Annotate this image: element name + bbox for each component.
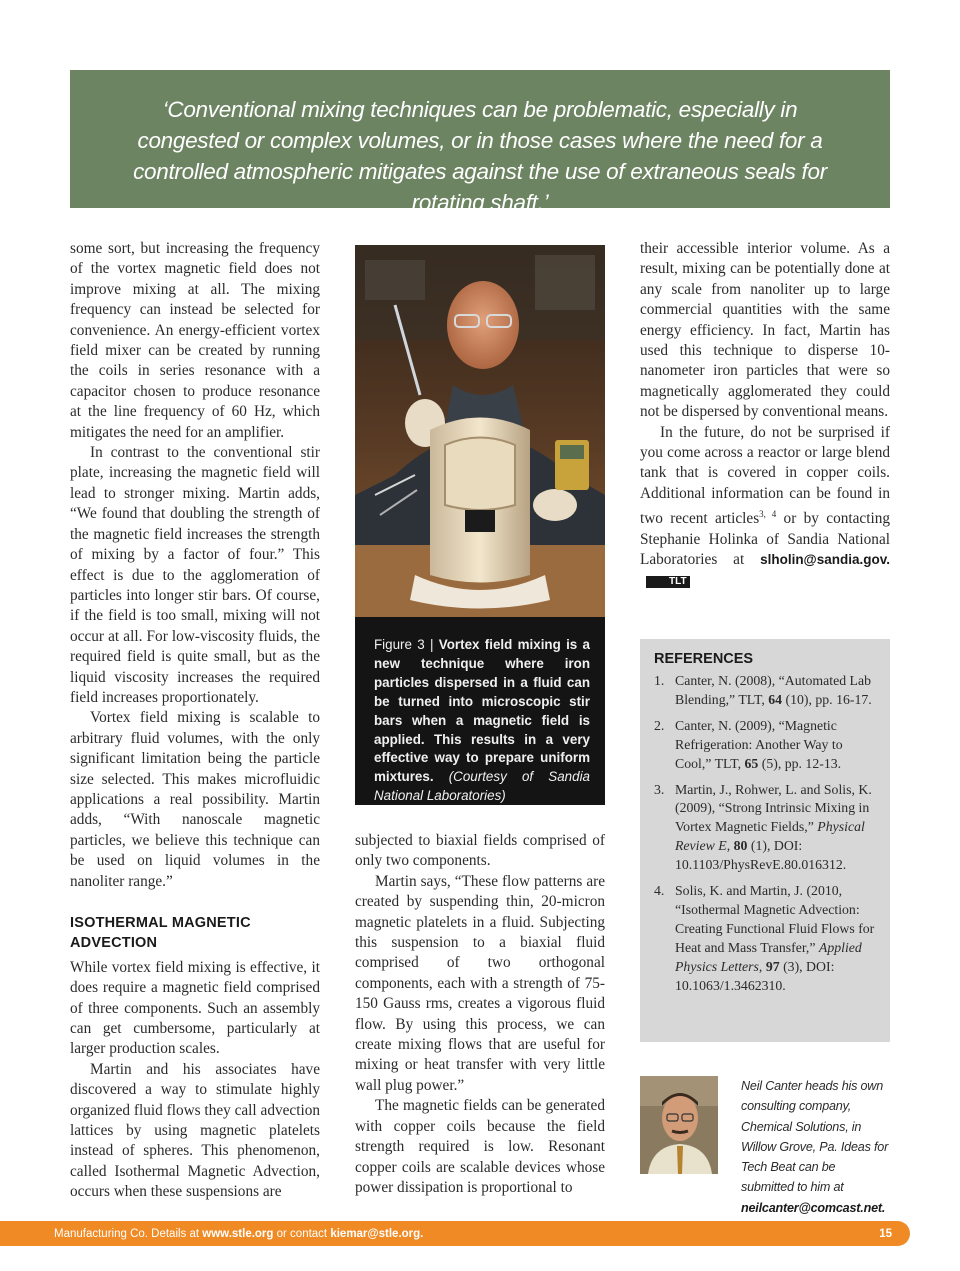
paragraph: In contrast to the conventional stir plate, increasing the magnetic field will lead to stronger mixing. Martin adds, “We found that doubling the strength of the magnetic field increases the strength of mixing by a factor of four.” This effect is due to the agglomeration of particles into longer stir bars. Of course, if the field is too small, mixing will not occur at all. For low-viscosity fluids, the required field is quite small, but as the liquid viscosity increases the required field increases proportionately. [70, 444, 320, 706]
figure-caption-text: Vortex field mixing is a new technique where iron particles dispersed in a fluid can be turned into microscopic stir bars when a magnetic field is applied. This results in a very effective way to prepare uniform mixtures. [374, 637, 590, 785]
page-footer [0, 1221, 910, 1246]
paragraph: In the future, do not be surprised if you come across a reactor or large blend tank that is covered in copper coils. Additional information can be found in two recent articles$^{3, 4}$ or by contacting Stephanie Holinka of Sandia National Laboratories at slholin@sandia.gov.TLT [640, 423, 890, 587]
paragraph: Vortex field mixing is scalable to arbitrary fluid volumes, with the only significant limitation being the particle size selected. This makes microfluidic applications a real possibility. Martin adds, “With nanoscale magnetic particles, we believe this technique can be used on liquid volumes in the nanoliter range.” [70, 709, 320, 890]
references-box [640, 639, 890, 1042]
author-email-link[interactable]: neilcanter@comcast.net. [741, 1200, 886, 1215]
footer-text: Manufacturing Co. Details at www.stle.org or contact kiemar@stle.org. [54, 1228, 424, 1240]
photo-illustration [355, 245, 605, 617]
tlt-end-badge: TLT [646, 576, 690, 588]
figure-3 [355, 245, 605, 805]
pull-quote-box [70, 70, 890, 215]
section-heading: ISOTHERMAL MAGNETIC ADVECTION [70, 915, 251, 952]
paragraph: Martin says, “These flow patterns are created by suspending thin, 20-micron magnetic platelets in a fluid. Subjecting this suspension to a biaxial fluid comprised of two orthogonal components, each with a strength of 75-150 Gauss rms, creates a vigorous fluid flow. By using this process, we can create mixing flows that are useful for mixing or heat transfer with very little wall plug power.” [355, 872, 605, 1094]
author-portrait [640, 1076, 718, 1174]
page-number: 15 [879, 1228, 892, 1240]
figure-caption [374, 636, 590, 806]
paragraph: subjected to biaxial fields comprised of only two components. [355, 832, 605, 870]
reference-item: 4. Solis, K. and Martin, J. (2010, “Isothermal Magnetic Advection: Creating Functional Fluid Flows for Heat and Mass Transfer,” Applied Physics Letters, 97 (3), DOI: 10.1063/1.3462310. [654, 883, 875, 993]
paragraph: some sort, but increasing the frequency of the vortex magnetic field does not improve mixing at all. The mixing frequency can instead be selected for convenience. An energy-efficient vortex field mixer can be created by running the coils in series resonance with a capacitor chosen to produce resonance at the line frequency of 60 Hz, which mitigates the need for an amplifier. [70, 240, 320, 441]
reference-item: 2. Canter, N. (2009), “Magnetic Refrigeration: Another Way to Cool,” TLT, 65 (5), pp. 12-13. [654, 717, 843, 771]
references-list [654, 672, 876, 996]
article-column-3 [640, 239, 890, 591]
website-link[interactable]: www.stle.org [202, 1228, 274, 1240]
author-bio: Neil Canter heads his own consulting company, Chemical Solutions, in Willow Grove, Pa. Ideas for Tech Beat can be submitted to him at neilcanter@comcast.net. [741, 1079, 889, 1215]
reference-item: 3. Martin, J., Rohwer, L. and Solis, K. (2009), “Strong Intrinsic Mixing in Vortex Magnetic Fields,” Physical Review E, 80 (1), DOI: 10.1103/PhysRevE.80.016312. [654, 781, 872, 873]
references-title: REFERENCES [654, 651, 754, 667]
paragraph: Martin and his associates have discovered a way to stimulate highly organized fluid flows they call advection lattices by using magnetic platelets instead of spheres. This phenomenon, called Isothermal Magnetic Advection, occurs when these suspensions are [70, 1060, 320, 1201]
article-column-2 [355, 831, 605, 1198]
footer-email-link[interactable]: kiemar@stle.org. [330, 1228, 424, 1240]
paragraph: their accessible interior volume. As a result, mixing can be potentially done at any scale from nanoliter up to large commercial quantities with the same energy efficiency. In fact, Martin has used this technique to disperse 10-nanometer iron particles that were so magnetically agglomerated they could not be dispersed by conventional means. [640, 240, 890, 421]
lab-photo [355, 245, 605, 617]
article-column-1 [70, 239, 320, 1203]
paragraph: While vortex field mixing is effective, it does require a magnetic field comprised of three components. Such an assembly can get cumbersome, particularly at larger production scales. [70, 958, 320, 1058]
contact-email-link[interactable]: slholin@sandia.gov. [760, 552, 890, 568]
pull-quote: ‘Conventional mixing techniques can be problematic, especially in congested or complex volumes, or in those cases where the need for a controlled atmospheric mitigates against the use of extraneous seals for rotating shaft.’ [133, 97, 827, 215]
figure-label: Figure 3 | [374, 637, 439, 652]
paragraph: The magnetic fields can be generated with copper coils because the field strength required is low. Resonant copper coils are scalable devices whose power dissipation is proportional to [355, 1097, 605, 1196]
citation-superscript: 3, 4 [759, 509, 777, 520]
figure-credit: (Courtesy of Sandia National Laboratories) [374, 769, 590, 804]
author-photo [640, 1076, 718, 1174]
reference-item: 1. Canter, N. (2008), “Automated Lab Blending,” TLT, 64 (10), pp. 16-17. [654, 673, 872, 707]
